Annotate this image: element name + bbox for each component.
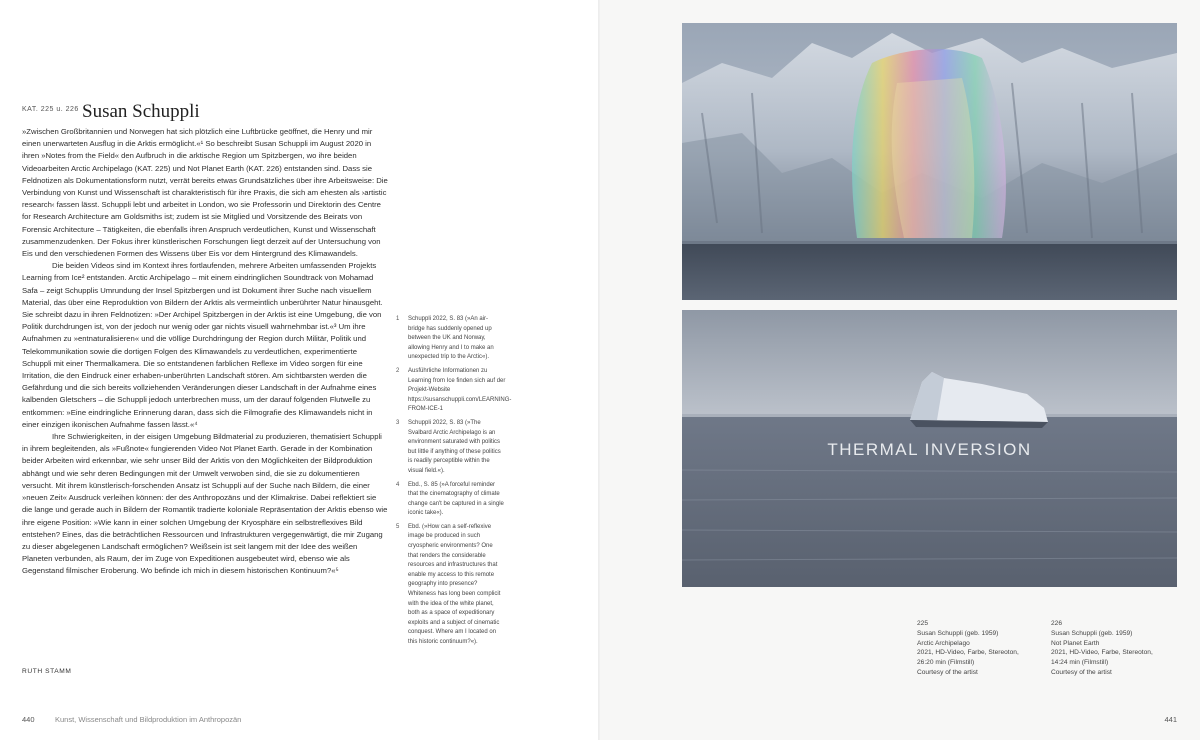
footnote-text: Ebd. (»How can a self-reflexive image be produced in such cryospheric environments? One that renders the considerable resources and infrastructures that enable my access to this remote geography into presence? Whiteness has long been complicit with the idea of the white planet, both as a space of expeditionary exploits and a subject of cinematic conquest. Where am I located on this historic continuum?«). (408, 523, 501, 645)
running-head: Kunst, Wissenschaft und Bildproduktion im Anthropozän (55, 715, 242, 724)
footnote-text: Schuppli 2022, S. 83 (»The Svalbard Arctic Archipelago is an environment saturated with politics but little if anything of these politics is readily perceptible within the visual field.«). (408, 419, 501, 474)
page-number-right: 441 (1164, 715, 1177, 724)
glacier-thermal-image (682, 23, 1177, 300)
essay-paragraph-1: »Zwischen Großbritannien und Norwegen hat sich plötzlich eine Luftbrücke geöffnet, die Henry und mir einen unerwarteten Ausflug in die Arktis ermöglicht.«¹ So beschreibt Susan Schuppli im August 2020 in ihren »Notes from the Field« den Aufbruch in die arktische Region um Spitzbergen, wo ihre beiden Videoarbeiten Arctic Archipelago (KAT. 225) und Not Planet Earth (KAT. 226) entstanden sind. Dass sie Feldnotizen als Dokumentationsform nutzt, verrät bereits etwas Grundsätzliches über ihre Arbeitsweise: Die Verbindung von Kunst und Wissenschaft ist charakteristisch für ihre Praxis, die sich am ehesten als ›artistic research‹ fassen lässt. Schuppli lebt und arbeitet in London, wo sie Professorin und Direktorin des Centre for Research Architecture am Goldsmiths ist; zudem ist sie Mitglied und Vorsitzende des Beirats von Forensic Architecture – Tätigkeiten, die ebenfalls ihren Anspruch verdeutlichen, Kunst und Wissenschaft zusammenzudenken. Der Fokus ihrer künstlerischen Forschungen liegt derzeit auf der Untersuchung von Eis und den verschiedenen Formen des Wissens über Eis vor dem Hintergrund des Klimawandels. (22, 127, 388, 259)
caption-credit: Courtesy of the artist (917, 668, 978, 676)
footnote-text: Schuppli 2022, S. 83 (»An air-bridge has suddenly opened up between the UK and Norway, allowing Henry and I to make an unexpected trip to the Arctic«). (408, 316, 494, 361)
page-number-left: 440 (22, 715, 35, 724)
essay-paragraph-2: Die beiden Videos sind im Kontext ihres fortlaufenden, mehrere Arbeiten umfassenden Projekts Learning from Ice² entstanden. Arctic Archipelago – mit einem eindringlichen Soundtrack von Mohamad Safa – zeigt Schupplis Umrundung der Insel Spitzbergen und ist Dokument ihrer Suche nach visuellem Material, das über eine Reproduktion von Bildern der Arktis als vermeintlich unberührter Natur hinausgeht. Sie schreibt dazu in ihren Feldnotizen: »Der Archipel Spitzbergen in der Arktis ist eine Umgebung, die von Politik durchdrungen ist, von der jedoch nur wenig oder gar nichts visuell wahrnehmbar ist.«³ Um ihre Aufnahmen zu »entnaturalisieren« und die völlige Durchdringung der Region durch Militär, Politik und Telekommunikation sowie die dortigen Folgen des Klimawandels zu verdeutlichen, experimentierte Schuppli mit einer Thermalkamera. Die so entstandenen farblichen Reflexe im Video sorgen für eine Irritation, die den Eindruck einer erhaben-unberührten Landschaft stören. Am sichtbarsten werden die Gefährdung und die sich bereits vollziehenden Veränderungen dieser Landschaft in der Aufnahme eines kalbenden Gletschers – die Schuppli jedoch unterbrechen muss, um der darauf folgenden Flutwelle zu entkommen: »Eine eindringliche Erinnerung daran, dass sich die Filmografie des Klimawandels nicht in einer einzigen ikonischen Aufnahme fassen lässt.«⁴ (22, 261, 383, 429)
footnote-text: Ausführliche Informationen zu Learning from Ice finden sich auf der Projekt-Website https://susanschuppli.com/LEARNING-FROM-ICE-1 (408, 367, 512, 413)
footnote (396, 481, 504, 519)
catalogue-reference: KAT. 225 u. 226 (22, 106, 79, 113)
caption-medium: 2021, HD-Video, Farbe, Stereoton, (1051, 649, 1153, 657)
essay-body (22, 126, 388, 578)
footnote-number: 3 (396, 419, 400, 426)
footnotes (396, 315, 512, 652)
caption-artist: Susan Schuppli (geb. 1959) (917, 629, 999, 637)
caption-artist: Susan Schuppli (geb. 1959) (1051, 629, 1133, 637)
caption-number: 226 (1051, 620, 1063, 627)
essay-paragraph-3: Ihre Schwierigkeiten, in der eisigen Umgebung Bildmaterial zu produzieren, thematisiert Schuppli in ihrem begleitenden, als »Fußnote« fungierenden Video Not Planet Earth. Gerade in der Kombination beider Arbeiten wird erkennbar, wie sehr unser Bild der Arktis von den Möglichkeiten der Bildproduktion abhängt und wie sehr deren Bedingungen mit der Umwelt verwoben sind, die sie zu dokumentieren versucht. Mit ihrem künstlerisch-forschenden Ansatz ist Schuppli auf der Suche nach Bildern, die einer »neuen Zeit« Ausdruck verleihen können: der des Anthropozäns und der Klimakrise. Dabei reflektiert sie die lange und gerade auch in Bildern der Romantik tradierte koloniale Repräsentation der Arktis ebenso wie ihre eigene Position: »Wie kann in einer solchen Umgebung der Kryosphäre ein selbstreflexives Bild entstehen? Eines, das die beträchtlichen Ressourcen und Infrastrukturen vergegenwärtigt, die mir Zugang zu dieser abgelegenen Landschaft ermöglichen? Weißsein ist seit langem mit der Idee des weißen Planeten verbunden, als Raum, der im Zuge von Expeditionen ausgebeutet wird, ebenso wie als Gegenstand filmischer Eroberung. Wo befinde ich mich in diesem historischen Kontinuum?«⁵ (22, 432, 388, 576)
footnote (396, 523, 504, 648)
caption-duration: 14:24 min (Filmstill) (1051, 659, 1109, 667)
caption-kat-225 (917, 619, 1042, 678)
caption-kat-226 (1051, 619, 1176, 678)
caption-title: Not Planet Earth (1051, 639, 1100, 647)
artist-name: Susan Schuppli (82, 101, 200, 122)
footnote (396, 315, 504, 363)
footnote (396, 419, 504, 477)
film-title-overlay: THERMAL INVERSION (827, 440, 1032, 459)
caption-number: 225 (917, 620, 929, 627)
essay-author: RUTH STAMM (22, 668, 72, 675)
footnote-number: 2 (396, 367, 400, 374)
film-still-not-planet-earth (682, 310, 1177, 587)
caption-title: Arctic Archipelago (917, 639, 970, 647)
footnote-number: 5 (396, 523, 400, 530)
caption-medium: 2021, HD-Video, Farbe, Stereoton, (917, 649, 1019, 657)
film-still-arctic-archipelago (682, 23, 1177, 300)
caption-duration: 26:20 min (Filmstill) (917, 659, 975, 667)
footnote-text: Ebd., S. 85 (»A forceful reminder that the cinematography of climate change can't be captured in a single iconic take«). (408, 481, 504, 517)
footnote-number: 1 (396, 316, 400, 322)
caption-credit: Courtesy of the artist (1051, 668, 1112, 676)
footnote (396, 367, 512, 415)
footnote-number: 4 (396, 481, 400, 488)
